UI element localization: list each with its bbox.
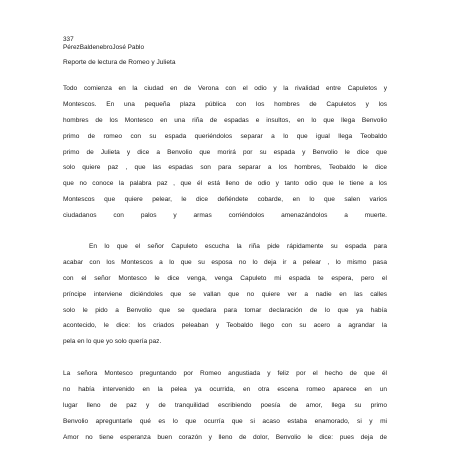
paragraph-line: Todo comienza en la ciudad en de Verona con el odio y la rivalidad entre Capuletos y [63,85,387,92]
page-number: 337 [63,36,74,43]
paragraph-line: solo quiere paz , que las espadas son para separar a los hombres, Teobaldo le dice [63,164,387,172]
paragraph-1 [63,81,387,224]
paragraph-3 [63,366,387,445]
paragraph-line: hombres de los Montesco en una riña de espadas e insultos, en lo que llega Benvolio [63,116,387,124]
paragraph-line: no había intervenido en la pelea ya ocurrida, en otra escena romeo aparece en un [63,386,387,394]
paragraph-line: pela en lo que yo solo quería paz. [63,338,162,346]
document-page [63,36,387,446]
paragraph-line: acabar con los Montescos a lo que su esposa no lo deja ir a pelear , lo mismo pasa [63,258,387,266]
paragraph-line: primo de Julieta y dice a Benvolio que morirá por su espada y Benvolio le dice que [63,148,387,156]
paragraph-line: con el señor Montesco le dice venga, venga Capuleto mi espada te espera, pero el [63,274,387,282]
paragraph-line: Montescos que quiere pelear, le dice defiéndete cobarde, en lo que salen varios [63,196,387,204]
paragraph-line: acontecido, le dice: los criados peleaban y Teobaldo llego con su acero a agrandar la [63,322,387,330]
paragraph-line: primo de romeo con su espada queriéndolos separar a lo que igual llega Teobaldo [63,132,387,140]
paragraph-2 [63,239,387,350]
paragraph-line: príncipe interviene diciéndoles que se vallan que no quiere ver a nadie en las calles [63,290,387,298]
author-name: PérezBaldenebroJosé Pablo [63,44,145,51]
paragraph-line: lugar lleno de paz y de tranquilidad escribiendo poesía de amor, llega su primo [63,402,387,410]
paragraph-line: que no conoce la palabra paz , que él está lleno de odio y tanto odio que le tiene a los [63,180,387,188]
paragraph-line: La señora Montesco preguntando por Romeo angustiada y feliz por el hecho de que él [63,370,387,378]
paragraph-line: solo le pido a Benvolio que se quedara para tomar declaración de lo que ya había [63,306,387,314]
paragraph-line: Montescos. En una pequeña plaza pública con los hombres de Capuletos y los [63,100,387,108]
paragraph-line: Benvolio apreguntarle qué es lo que ocurría que si acaso estaba enamorado, si y mi [63,417,387,425]
paragraph-line: Amor no tiene esperanza buen corazón y lleno de dolor, Benvolio le dice: pues deja de [63,433,387,441]
paragraph-line: En lo que el señor Capuleto escucha la riña pide rápidamente su espada para [89,243,387,251]
document-title: Reporte de lectura de Romeo y Julieta [63,59,176,66]
paragraph-line: ciudadanos con palos y armas corriéndolos amenazándolos a muerte. [63,212,387,220]
